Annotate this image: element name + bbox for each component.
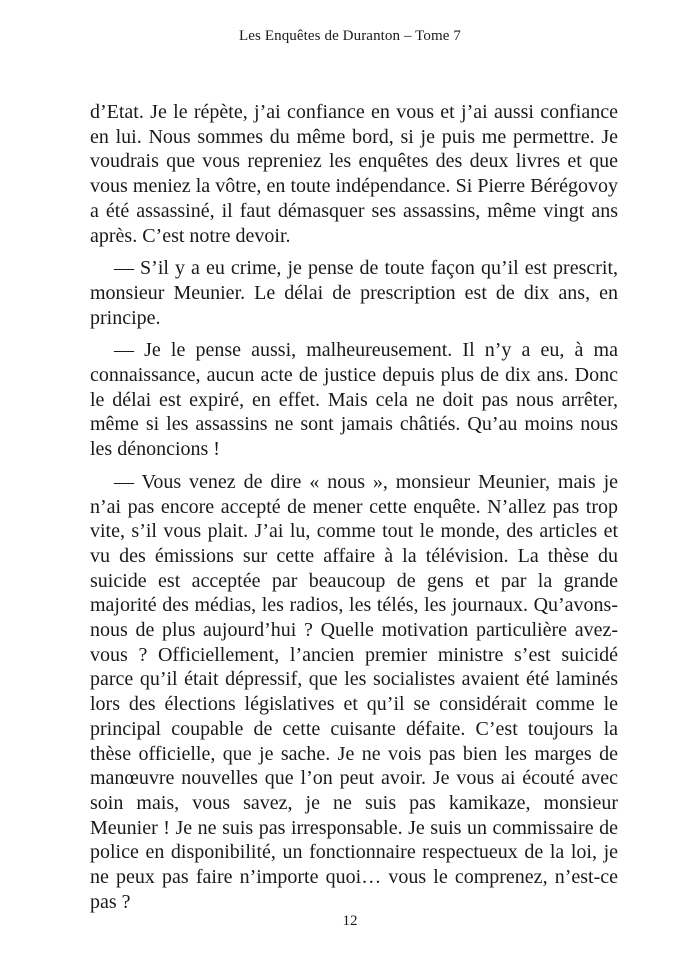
paragraph-dialogue: — Je le pense aussi, malheureusement. Il n’y a eu, à ma connaissance, aucun acte de justice depuis plus de dix ans. Donc le délai est expiré, en effet. Mais cela ne doit pas nous arrêter, même si les assassins ne sont jamais châtiés. Qu’au moins nous les dénoncions ! [90, 339, 618, 461]
paragraph-dialogue: — Vous venez de dire « nous », monsieur Meunier, mais je n’ai pas encore accepté de mener cette enquête. N’allez pas trop vite, s’il vous plait. J’ai lu, comme tout le monde, des articles et vu des émissions sur cette affaire à la télévision. La thèse du suicide est acceptée par beaucoup de gens et par la grande majorité des médias, les radios, les télés, les journaux. Qu’avons-nous de plus aujourd’hui ? Quelle motivation particulière avez-vous ? Officiellement, l’ancien premier ministre s’est suicidé parce qu’il était dépressif, que les socialistes avaient été laminés lors des élections législatives et qu’il se considérait comme le principal coupable de cette cuisante défaite. C’est toujours la thèse officielle, que je sache. Je ne vois pas bien les marges de manœuvre nouvelles que l’on peut avoir. Je vous ai écouté avec soin mais, vous savez, je ne suis pas kamikaze, monsieur Meunier ! Je ne suis pas irresponsable. Je suis un commissaire de police en disponibilité, un fonctionnaire respectueux de la loi, je ne peux pas faire n’importe quoi… vous le comprenez, n’est-ce pas ? [90, 470, 618, 913]
running-header: Les Enquêtes de Duranton – Tome 7 [239, 28, 461, 44]
page-number: 12 [342, 913, 358, 929]
body-text [90, 100, 618, 923]
paragraph-continued: d’Etat. Je le répète, j’ai confiance en vous et j’ai aussi confiance en lui. Nous sommes du même bord, si je puis me permettre. Je voudrais que vous repreniez les enquêtes des deux livres et que vous meniez la vôtre, en toute indépendance. Si Pierre Bérégovoy a été assassiné, il faut démasquer ses assassins, même vingt ans après. C’est notre devoir. [90, 101, 618, 247]
paragraph-dialogue: — S’il y a eu crime, je pense de toute façon qu’il est prescrit, monsieur Meunier. Le délai de prescription est de dix ans, en principe. [90, 257, 618, 329]
